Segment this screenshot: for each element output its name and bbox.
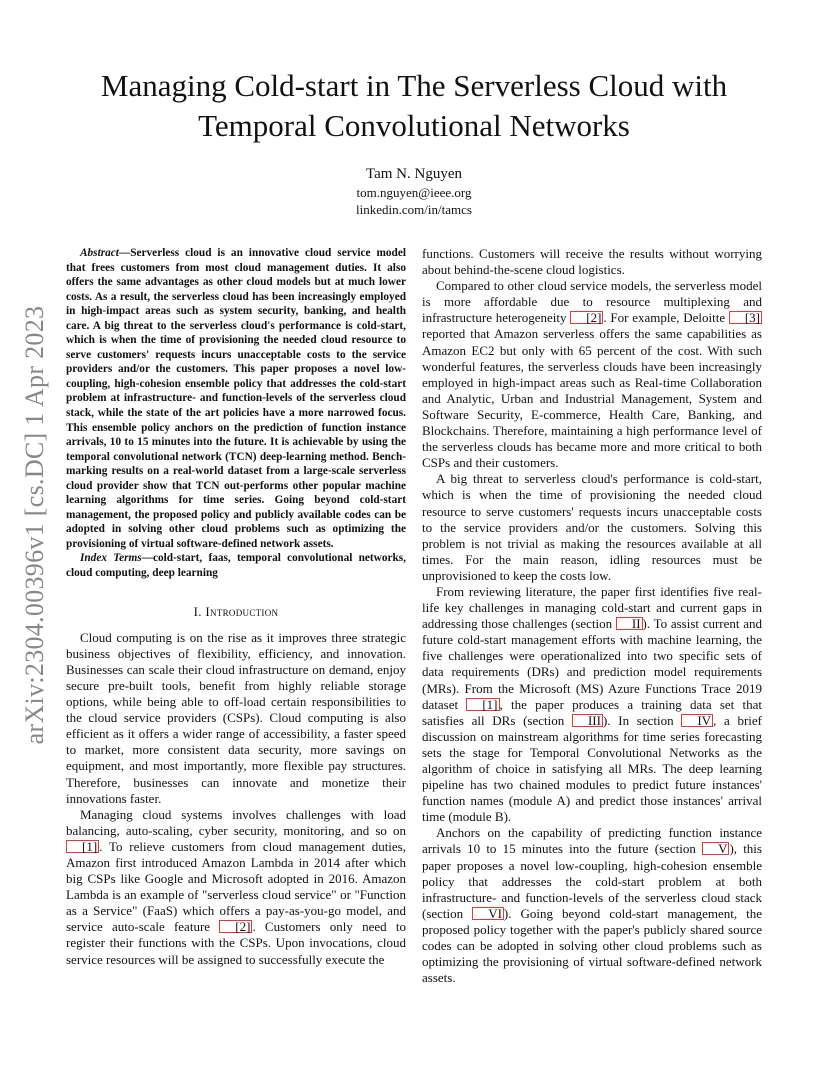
title-line-2: Temporal Convolutional Networks [198,108,630,143]
right-paragraph-2: A big threat to serverless cloud's performance is cold-start, which is when the time of provisioning the needed cloud resource to serve customers' requests incurs unacceptable costs to the service providers and/or the customers. Solving this problem is not trivial as making the resources available at all times. For the main reason, idling resources must be unprovisioned to keep the costs low. [422,471,762,583]
text-run: ). In section [602,712,682,728]
text-run: Compared to other cloud service models, the serverless model is more affordable due to resource multiplexing and infrastructure heterogeneity [422,278,762,326]
text-run: . To relieve customers from cloud management duties, Amazon first introduced Amazon Lambda in 2014 after which big CSPs like Google and Microsoft adopted in 2016. Amazon Lambda is an example of "serverless cloud service" or "Function as a Service" (FaaS) which offers a pay-as-you-go model, and service auto-scale feature [66,838,406,935]
abstract [66,246,406,551]
section-heading-introduction [66,604,406,620]
section-link[interactable]: II [616,617,643,630]
text-run: reported that Amazon serverless offers the same capabilities as Amazon EC2 but only with 65 percent of the cost. With such wonderful features, the serverless clouds have been increasingly employed in high-impact areas such as Real-time Collaboration and Analytic, Urban and Industrial Management, System and Software Security, E-commerce, Health Care, Banking, and Blockchains. Therefore, maintaining a high performance level of the serverless clouds has became more and more critical to both CSPs and their customers. [422,326,762,471]
left-column [66,246,406,968]
section-link[interactable]: IV [681,714,713,727]
text-run: ), this paper proposes a novel low-coupling, high-cohesion ensemble policy that addresses the cold-start problem at both infrastructure- and function-levels of the serverless cloud stack (section [422,841,762,921]
citation-link[interactable]: [1] [466,698,499,711]
index-terms-label: Index Terms [80,552,142,565]
intro-paragraph-2 [66,807,406,968]
author-linkedin: linkedin.com/in/tamcs [356,202,472,217]
intro-paragraph-1: Cloud computing is on the rise as it improves three strategic business objectives of flexibility, efficiency, and innovation. Businesses can scale their cloud infrastructure on demand, enjoy secure pre-built tools, benefit from highly reliable storage options, while being able to off-load certain responsibilities to the cloud service providers (CSPs). Cloud computing is also efficient as it offers a wider range of accessibility, a faster speed to market, more consistent data security, more savings on equipment, and most importantly, more flexible pay structures. Therefore, businesses can innovate and monetize their innovations faster. [66,629,406,806]
section-number: I. [193,603,202,619]
index-terms [66,551,406,580]
right-paragraph-3 [422,584,762,825]
paper-title [40,66,788,146]
right-paragraph-4 [422,825,762,986]
section-title: Introduction [205,603,279,619]
text-run: ). To assist current and future cold-start management efforts with machine learning, the five challenges were operationalized into two specific sets of data requirements (DRs) and prediction model requirements (MRs). From the Microsoft (MS) Azure Functions Trace 2019 dataset [422,616,762,712]
text-run: ). Going beyond cold-start management, the proposed policy together with the paper's publicly shared source codes can be adopted in solving other cloud problems such as optimizing the provisioning of virtual software-defined network assets. [422,905,762,986]
arxiv-stamp [10,290,60,760]
section-link[interactable]: VI [472,907,504,920]
author-name: Tam N. Nguyen [365,166,462,182]
text-run: . Customers only need to register their functions with the CSPs. Upon invocations, cloud service resources will be assigned to successfully execute the [66,919,406,967]
text-run: Managing cloud systems involves challenges with load balancing, auto-scaling, cyber security, monitoring, and so on [66,806,406,838]
citation-link[interactable]: [2] [219,920,252,933]
text-run: . For example, Deloitte [603,310,729,326]
citation-link[interactable]: [2] [570,311,603,324]
right-paragraph-continued: functions. Customers will receive the results without worrying about behind-the-scene cloud logistics. [422,246,762,278]
right-column [422,246,762,986]
title-line-1: Managing Cold-start in The Serverless Cloud with [100,68,728,103]
text-run: From reviewing literature, the paper first identifies five real-life key challenges in managing cold-start and current gaps in addressing those challenges (section [422,583,762,632]
abstract-label: Abstract [80,247,119,259]
section-link[interactable]: III [572,714,603,727]
citation-link[interactable]: [3] [729,311,762,324]
author-email: tom.nguyen@ieee.org [356,185,472,200]
text-run: , the paper produces a training data set that satisfies all DRs (section [422,696,762,728]
citation-link[interactable]: [1] [66,840,99,853]
text-run: , a brief discussion on mainstream algorithms for time series forecasting sets the stage for Temporal Convolutional Networks as the algorithm of choice in satisfying all MRs. The deep learning pipeline has two chained modules to predict future instances' function names (module A) and predict those instances' arrival time (module B). [422,712,762,825]
text-run: Anchors on the capability of predicting function instance arrivals 10 to 15 minutes into the future (section [422,825,762,857]
section-link[interactable]: V [702,842,729,855]
index-terms-text: —cold-start, faas, temporal convolutional networks, cloud computing, deep learning [66,552,406,580]
abstract-text: —Serverless cloud is an innovative cloud service model that frees customers from most cloud management duties. It also offers the same advantages as other cloud models but at much lower costs. As a result, the serverless cloud has been increasingly employed in high-impact areas such as system security, banking, and health care. A big threat to the serverless cloud's performance is cold-start, which is when the time of provisioning the needed cloud resource to serve customers' requests incurs unacceptable costs to the service providers and/or the customers. This paper proposes a novel low-coupling, high-cohesion ensemble policy that addresses the cold-start problem at infrastructure- and function-levels of the serverless cloud stack, while the state of the art policies have a more narrowed focus. This ensemble policy anchors on the prediction of function instance arrivals, 10 to 15 minutes into the future. It is achievable by using the temporal convolutional network (TCN) deep-learning method. Bench-marking results on a real-world dataset from a large-scale serverless cloud provider show that TCN out-performs other popular machine learning algorithms for time series. Going beyond cold-start management, the proposed policy and publicly available codes can be adopted in solving other cloud problems such as optimizing the provisioning of virtual software-defined network assets. [66,247,406,550]
author-block [214,165,614,218]
right-paragraph-1 [422,278,762,471]
arxiv-stamp-text: arXiv:2304.00396v1 [cs.DC] 1 Apr 2023 [20,305,49,745]
